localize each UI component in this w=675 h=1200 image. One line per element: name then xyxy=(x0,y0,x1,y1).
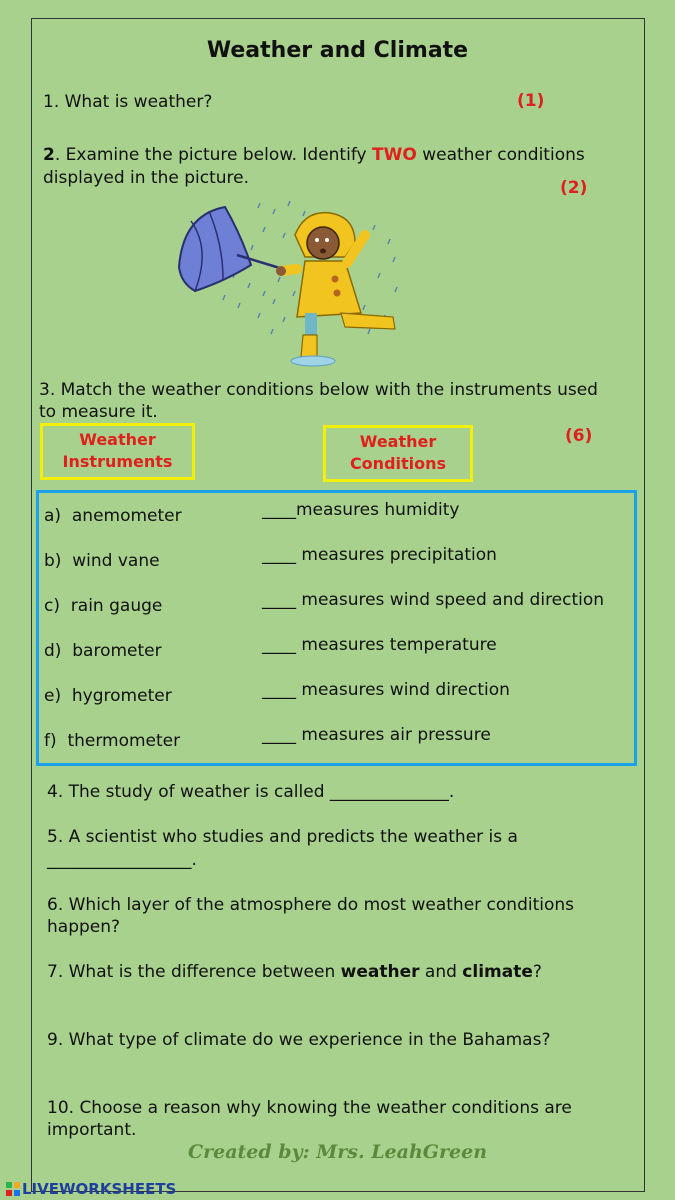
question-4: 4. The study of weather is called ______________. xyxy=(47,782,455,802)
liveworksheets-logo[interactable]: LIVEWORKSHEETS xyxy=(6,1180,176,1198)
weather-instruments-label: Weather Instruments xyxy=(40,423,195,480)
question-5-line1: 5. A scientist who studies and predicts the weather is a xyxy=(47,827,518,847)
question-10-line2: important. xyxy=(47,1120,137,1140)
question-6-line1: 6. Which layer of the atmosphere do most weather conditions xyxy=(47,895,575,915)
question-2-marks: (2) xyxy=(560,178,588,198)
answer-blank[interactable]: ____ xyxy=(262,725,296,745)
condition-item: ____ measures precipitation xyxy=(262,545,497,565)
condition-item: ____ measures wind speed and direction xyxy=(262,590,605,610)
instrument-item: c) rain gauge xyxy=(44,596,163,616)
umbrella-icon xyxy=(179,207,283,291)
question-3-line2: to measure it. xyxy=(39,402,158,422)
question-2-emphasis: TWO xyxy=(371,145,417,165)
answer-blank[interactable]: ____ xyxy=(262,545,296,565)
question-3-marks: (6) xyxy=(565,426,593,446)
child-figure xyxy=(276,213,395,366)
page-title: Weather and Climate xyxy=(206,38,469,63)
condition-item: ____ measures temperature xyxy=(262,635,497,655)
answer-blank[interactable]: ____ xyxy=(262,500,296,520)
instrument-item: a) anemometer xyxy=(44,506,182,526)
answer-blank[interactable]: ______________. xyxy=(329,782,455,802)
question-1-marks: (1) xyxy=(517,91,545,111)
question-2-line2: displayed in the picture. xyxy=(43,168,250,188)
instrument-item: f) thermometer xyxy=(44,731,181,751)
question-1: 1. What is weather? xyxy=(43,92,213,112)
weather-conditions-label: Weather Conditions xyxy=(323,425,473,482)
condition-item: ____ measures air pressure xyxy=(262,725,491,745)
instrument-item: b) wind vane xyxy=(44,551,160,571)
author-credit: Created by: Mrs. LeahGreen xyxy=(187,1141,488,1163)
instrument-item: e) hygrometer xyxy=(44,686,172,706)
answer-blank[interactable]: ____ xyxy=(262,590,296,610)
answer-blank[interactable]: ____ xyxy=(262,680,296,700)
question-2-number: 2 xyxy=(43,145,55,165)
answer-blank[interactable]: _________________. xyxy=(47,850,197,870)
instrument-item: d) barometer xyxy=(44,641,162,661)
rain-illustration xyxy=(165,195,415,375)
answer-blank[interactable]: ____ xyxy=(262,635,296,655)
question-2-line1: 2. Examine the picture below. Identify TWO weather conditions xyxy=(43,145,585,165)
condition-item: ____measures humidity xyxy=(262,500,460,520)
question-6-line2: happen? xyxy=(47,917,121,937)
question-10-line1: 10. Choose a reason why knowing the weather conditions are xyxy=(47,1098,572,1118)
question-9: 9. What type of climate do we experience in the Bahamas? xyxy=(47,1030,551,1050)
liveworksheets-icon xyxy=(6,1182,20,1196)
question-3-line1: 3. Match the weather conditions below with the instruments used xyxy=(39,380,598,400)
question-7: 7. What is the difference between weather and climate? xyxy=(47,962,542,982)
condition-item: ____ measures wind direction xyxy=(262,680,510,700)
